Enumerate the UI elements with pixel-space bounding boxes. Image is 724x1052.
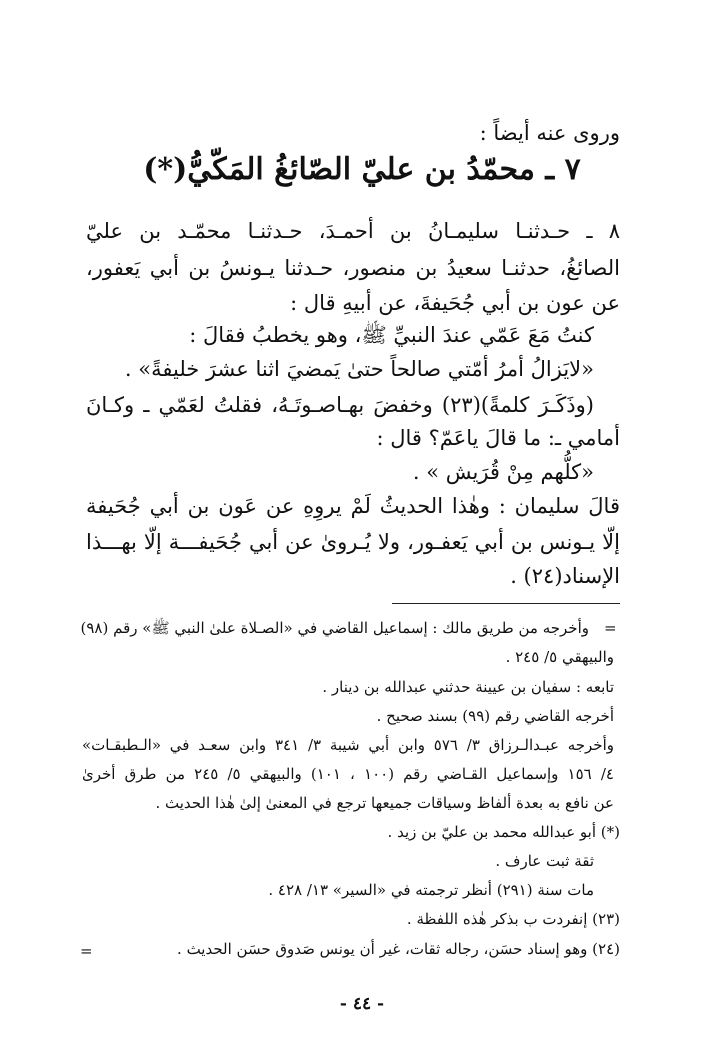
footnote-line-8: (*) أبو عبدالله محمد بن عليّ بن زيد . bbox=[387, 823, 620, 841]
intro-line: وروى عنه أيضاً : bbox=[479, 121, 620, 145]
continuation-mark-top: = bbox=[604, 619, 617, 637]
body-line-4: كنتُ مَعَ عَمّي عندَ النبيِّ ﷺ، وهو يخطبُ فقالَ : bbox=[189, 323, 594, 347]
body-line-11: الإسناد(٢٤) . bbox=[510, 564, 620, 588]
footnote-line-6: ٤/ ١٥٦ وإسماعيل القـاضي رقم (١٠٠ ، ١٠١) والبيهقي ٥/ ٢٤٥ من طرق أخرىٰ bbox=[82, 765, 614, 783]
footnote-line-5: وأخرجه عبـدالـرزاق ٣/ ٥٧٦ وابن أبي شيبة ٣/ ٣٤١ وابن سعـد في «الـطبقـات» bbox=[82, 736, 614, 754]
footnote-line-10: مات سنة (٢٩١) أنظر ترجمته في «السير» ١٣/ ٤٢٨ . bbox=[268, 881, 594, 899]
footnote-line-11: (٢٣) إنفردت ب بذكر هٰذه اللفظة . bbox=[406, 910, 620, 928]
page-number: - ٤٤ - bbox=[339, 994, 385, 1014]
body-line-7: أمامي ـ: ما قالَ ياعَمّ؟ قال : bbox=[376, 426, 620, 450]
biography-heading: ٧ ـ محمّدُ بن عليّ الصّائغُ المَكّيُّ(*) bbox=[143, 152, 581, 187]
hadith-answer: «كلُّهم مِنْ قُرَيش » . bbox=[412, 460, 594, 484]
hadith-quote: «لايَزالُ أمرُ أمّتي صالحاً حتىٰ يَمضيَ اثنا عشرَ خليفةً» . bbox=[124, 357, 594, 381]
footnote-line-1: وأخرجه من طريق مالك : إسماعيل القاضي في «الصـلاة علىٰ النبي ﷺ» رقم (٩٨) bbox=[80, 619, 589, 637]
footnote-line-3: تابعه : سفيان بن عيينة حدثني عبدالله بن دينار . bbox=[322, 678, 614, 696]
body-line-1: ٨ ـ حـدثنـا سليمـانُ بن أحمـدَ، حـدثنـا محمّـد بن عليّ bbox=[86, 219, 620, 243]
body-line-6: (وذَكَـرَ كلمةً)(٢٣) وخفضَ بهـاصـوتَـهُ، فقلتُ لعَمّي ـ وكـانَ bbox=[86, 393, 594, 417]
footnote-line-7: عن نافع به بعدة ألفاظ وسياقات جميعها ترجع في المعنىٰ إلىٰ هٰذا الحديث . bbox=[155, 794, 614, 812]
body-line-10: إلّا يـونس بن أبي يَعفـور، ولا يُـروىٰ عن أبي جُحَيفـــة إلّا بهـــذا bbox=[86, 530, 620, 554]
body-line-3: عن عون بن أبي جُحَيفةَ، عن أبيهِ قال : bbox=[290, 291, 620, 315]
footnote-line-12: (٢٤) وهو إسناد حسَن، رجاله ثقات، غير أن يونس صَدوق حسَن الحديث . bbox=[177, 940, 620, 958]
footnote-line-4: أخرجه القاضي رقم (٩٩) بسند صحيح . bbox=[376, 707, 614, 725]
body-line-9: قالَ سليمان : وهٰذا الحديثُ لَمْ يروِهِ عن عَون بن أبي جُحَيفة bbox=[86, 494, 620, 518]
footnote-line-9: ثقة ثبت عارف . bbox=[495, 852, 594, 870]
body-line-2: الصائغُ، حدثنـا سعيدُ بن منصور، حـدثنا يـونسُ بن أبي يَعفور، bbox=[86, 256, 620, 280]
continuation-mark-bottom: = bbox=[80, 942, 93, 960]
footnote-line-2: والبيهقي ٥/ ٢٤٥ . bbox=[505, 648, 614, 666]
footnote-separator bbox=[392, 603, 620, 604]
